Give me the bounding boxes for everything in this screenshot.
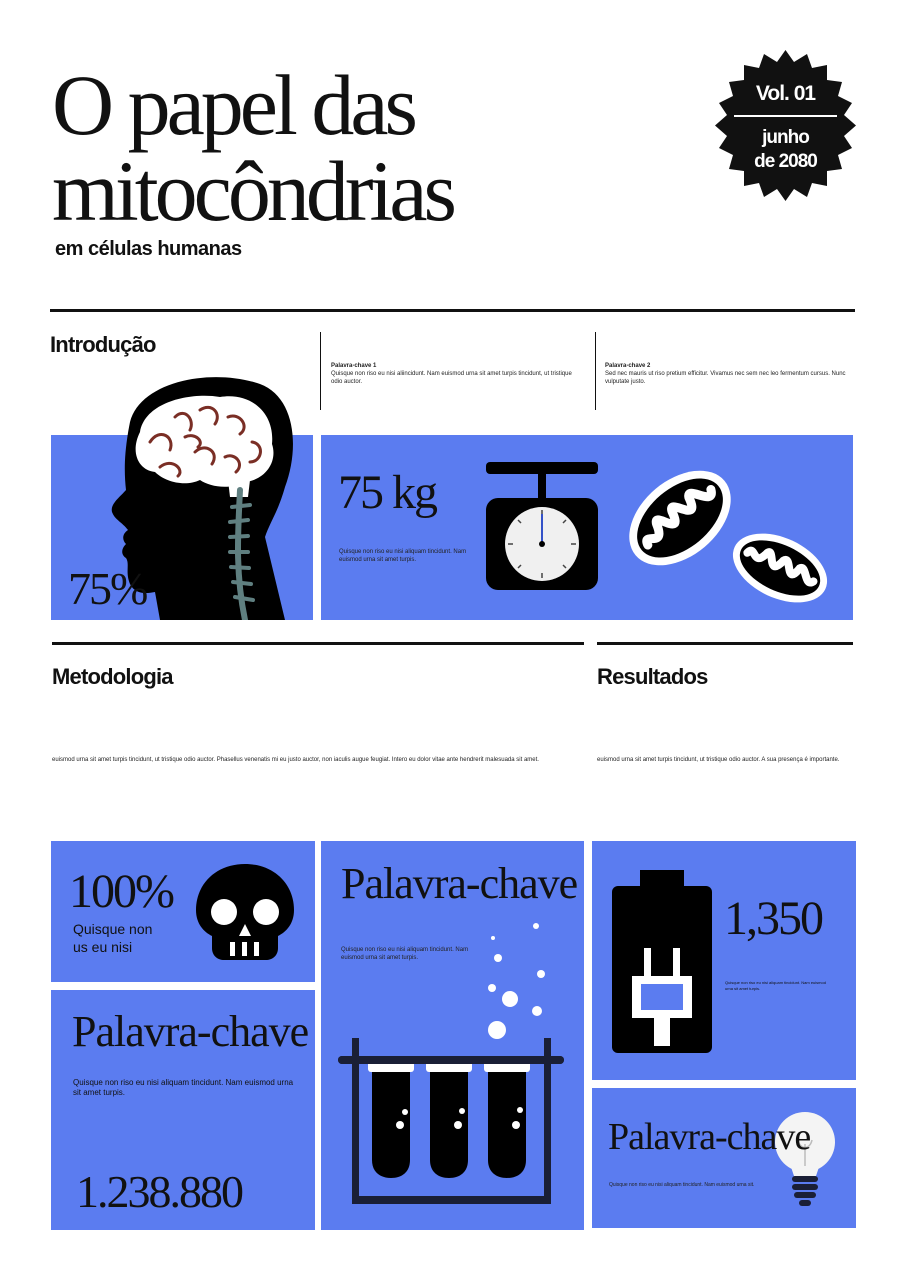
intro-col-divider-2: [595, 332, 596, 410]
keyword-2-title: Palavra-chave 2: [605, 363, 651, 369]
skull-icon: [194, 862, 296, 962]
issue-badge: [708, 48, 863, 203]
intro-keyword-1: [331, 362, 581, 386]
keyword-1-title: Palavra-chave 1: [331, 363, 377, 369]
weight-stat: 75 kg: [338, 466, 436, 519]
left-stat: 1.238.880: [76, 1166, 242, 1217]
mitochondria-icon: [620, 458, 835, 606]
badge-date: [708, 126, 863, 174]
skull-text: [73, 920, 152, 956]
left-text: Quisque non riso eu nisi aliquam tincidunt. Nam euismod urna sit amet turpis.: [73, 1078, 294, 1097]
badge-date-line-1: junho: [762, 127, 809, 148]
tubes-text: Quisque non riso eu nisi aliquam tincidunt. Nam euismod urna sit amet turpis.: [341, 947, 469, 961]
keyword-1-text: Quisque non riso eu nisi aliincidunt. Nam euismod urna sit amet turpis tincidunt, ut tristique odio auctor.: [331, 371, 572, 385]
title-line-1: O papel das: [52, 57, 414, 153]
results-rule: [597, 642, 853, 645]
badge-volume: Vol. 01: [755, 82, 816, 105]
tubes-keyword: Palavra-chave: [341, 859, 578, 908]
methodology-heading: Metodologia: [52, 664, 173, 689]
skull-text-line-2: us eu nisi: [73, 939, 133, 955]
scale-icon: [486, 460, 600, 592]
left-keyword: Palavra-chave: [72, 1007, 309, 1056]
intro-col-divider-1: [320, 332, 321, 410]
weight-text: Quisque non riso eu nisi aliquam tincidunt. Nam euismod urna sit amet turpis.: [339, 549, 467, 563]
battery-text: Quisque non riso eu nisi aliquam tincidunt. Nam euismod urna sit amet turpis.: [725, 980, 826, 991]
bulb-text: Quisque non riso eu nisi aliquam tincidunt. Nam euismod urna sit.: [609, 1182, 755, 1188]
page-title: [52, 57, 454, 239]
battery-plug-icon: [612, 870, 712, 1053]
badge-divider: [734, 115, 837, 117]
results-text: euismod urna sit amet turpis tincidunt, ut tristique odio auctor. A sua presença é importante.: [597, 757, 840, 763]
percent-stat: 75%: [68, 563, 147, 614]
intro-keyword-2: [605, 362, 855, 386]
bulb-keyword: Palavra-chave: [608, 1116, 811, 1158]
methodology-rule: [52, 642, 584, 645]
top-divider: [50, 309, 855, 312]
skull-text-line-1: Quisque non: [73, 921, 153, 937]
title-line-2: mitocôndrias: [52, 143, 454, 239]
results-heading: Resultados: [597, 664, 708, 689]
battery-stat: 1,350: [724, 892, 822, 945]
methodology-text: euismod urna sit amet turpis tincidunt, ut tristique odio auctor. Phasellus venenatis mi eu justo auctor, non iaculis augue feugiat. Intero eu dolor vitae ante hendrerit malesuada sit amet.: [52, 757, 539, 763]
page-subtitle: em células humanas: [55, 238, 242, 260]
intro-heading: Introdução: [50, 332, 156, 357]
badge-date-line-2: de 2080: [754, 151, 817, 172]
skull-stat: 100%: [69, 865, 173, 918]
keyword-2-text: Sed nec mauris ut riso pretium efficitur. Vivamus nec sem nec leo fermentum cursus. Nunc vulputate justo.: [605, 371, 846, 385]
test-tubes-icon: [338, 920, 566, 1210]
